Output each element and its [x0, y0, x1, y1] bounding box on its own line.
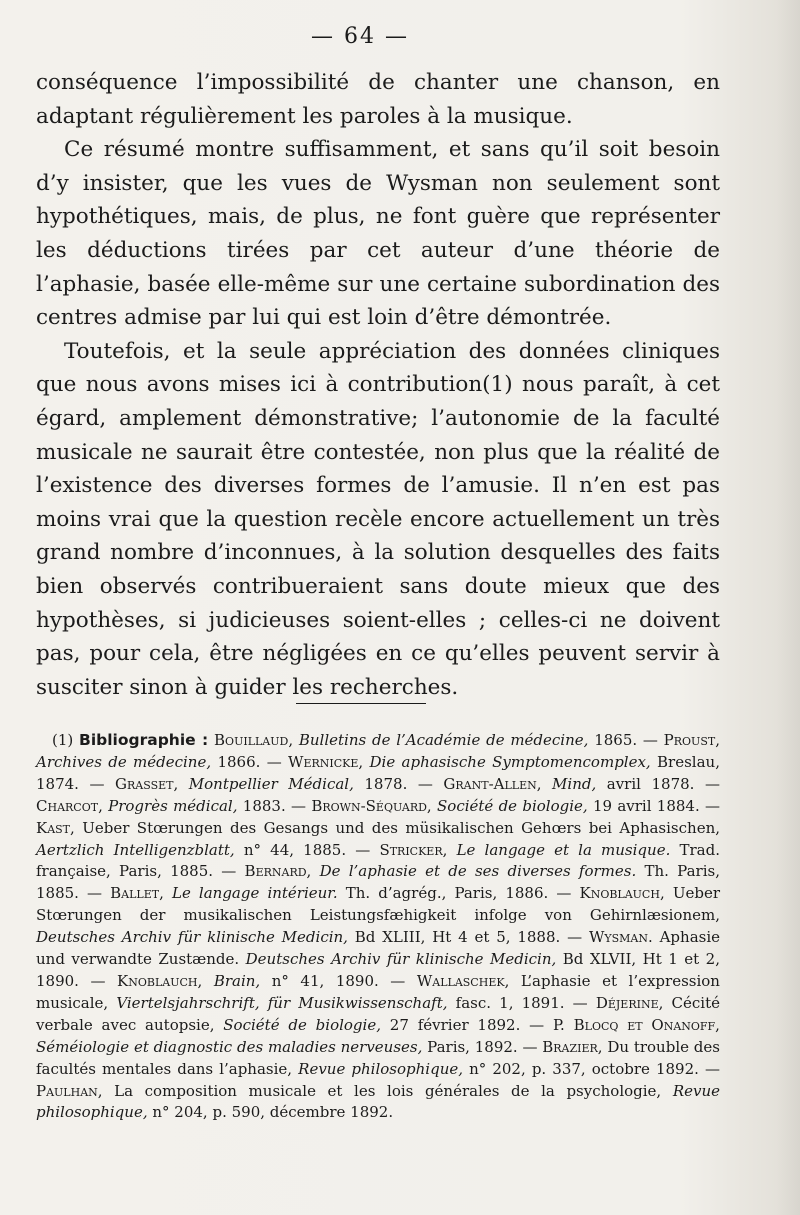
work-title: Revue philosophique, [298, 1059, 464, 1078]
footnote-heading: Bibliographie : [79, 731, 209, 749]
work-title: Viertelsjahrschrift, für Musikwissenschaft, [116, 993, 448, 1012]
footnote-separator [296, 703, 426, 704]
author-name: Wernicke, [288, 752, 364, 771]
work-title: Revue philosophique, [36, 1081, 720, 1122]
citation-detail: fasc. 1, 1891. — [455, 993, 588, 1012]
work-title: Société de biologie, [223, 1015, 381, 1034]
footnote-marker: (1) [52, 731, 74, 749]
author-name: Proust, [663, 731, 720, 749]
author-name: Déjerine, [595, 993, 664, 1012]
work-title: Progrès médical, [108, 796, 238, 815]
author-name: Paulhan, [36, 1081, 103, 1100]
citation-detail: avril 1878. — [606, 774, 720, 793]
author-name: Knoblauch, [579, 884, 665, 903]
citation-detail: 19 avril 1884. — [592, 796, 721, 815]
citation-detail: Th. Paris, 1885. — [36, 862, 720, 903]
citation-detail: 1878. — [364, 774, 433, 793]
citation-detail: n° 41, 1890. — [271, 971, 406, 990]
work-title: Du trouble des facultés mentales dans l’aphasie, [36, 1037, 720, 1078]
paragraph: Ce résumé montre suffisamment, et sans qu’il soit besoin d’y insister, que les vues de Wysman non seulement sont hypothétiques, mais, de plus, ne font guère que représenter les déductions tirées par cet auteur d’une théorie de l’aphasie, basée elle-même sur une certaine subordination des centres admise par lui qui est loin d’être démontrée. [36, 137, 720, 331]
author-name: Bouillaud, [214, 731, 294, 749]
author-name: Brazier, [542, 1037, 603, 1056]
citation-detail: Trad. française, Paris, 1885. — [36, 840, 720, 881]
citation-detail: Breslau, 1874. — [36, 752, 720, 793]
citation-detail: Bd XLIII, Ht 4 et 5, 1888. — [354, 928, 583, 947]
work-title: Mind, [552, 774, 597, 793]
author-name: Charcot, [36, 796, 103, 815]
work-title: L’aphasie et l’expression musicale, [36, 971, 720, 1012]
author-name: Stricker, [379, 840, 448, 859]
work-title: Archives de médecine, [36, 752, 212, 771]
work-title: Ueber Stœrungen des Gesangs und des müsikalischen Gehœrs bei Aphasischen, [82, 818, 720, 837]
work-title: Montpellier Médical, [188, 774, 354, 793]
paragraph: conséquence l’impossibilité de chanter une chanson, en adaptant régulièrement les paroles à la musique. [36, 70, 720, 129]
work-title: Brain, [213, 971, 261, 990]
author-name: P. Blocq et Onanoff, [553, 1015, 720, 1034]
footnote-bibliography [36, 730, 720, 1124]
citation-detail: Bd XLVII, Ht 1 et 2, 1890. — [36, 950, 720, 990]
citation-detail: Paris, 1892. — [427, 1037, 538, 1056]
main-text [36, 66, 720, 704]
author-name: Wallaschek, [416, 971, 510, 990]
work-title: Aertzlich Intelligenzblatt, [36, 840, 235, 859]
author-name: Kast, [36, 818, 75, 837]
author-name: Knoblauch, [117, 971, 203, 990]
citation-detail: n° 204, p. 590, décembre 1892. [152, 1103, 394, 1122]
author-name: Ballet, [110, 884, 164, 903]
work-title: Ueber Stœrungen der musikalischen Leistungsfæhigkeit infolge von Gehirnlæsionem, [36, 884, 720, 925]
work-title: De l’aphasie et de ses diverses formes. [319, 862, 637, 881]
work-title: Société de biologie, [437, 796, 588, 815]
citation-detail: 1866. — [217, 752, 282, 771]
author-name: Brown-Séquard, [311, 796, 432, 815]
citation-detail: 1883. — [242, 796, 307, 815]
author-name: Wysman. [588, 928, 653, 947]
citation-detail: Th. d’agrég., Paris, 1886. — [345, 884, 572, 903]
work-title: Bulletins de l’Académie de médecine, [298, 731, 589, 749]
author-name: Grant-Allen, [443, 774, 542, 793]
citation-detail: n° 202, p. 337, octobre 1892. — [469, 1059, 720, 1078]
work-title: La composition musicale et les lois générales de la psychologie, [114, 1081, 662, 1100]
work-title: Cécité verbale avec autopsie, [36, 993, 720, 1034]
work-title: Deutsches Archiv für klinische Medicin, [36, 928, 348, 947]
work-title: Le langage et la musique. [456, 840, 671, 859]
paragraph: Toutefois, et la seule appréciation des données cliniques que nous avons mises ici à contribution(1) nous paraît, à cet égard, amplement démonstrative; l’autonomie de la faculté musicale ne saurait être contestée, non plus que la réalité de l’existence des diverses formes de l’amusie. Il n’en est pas moins vrai que la question recèle encore actuellement un très grand nombre d’inconnues, à la solution desquelles des faits bien observés contribueraient sans doute mieux que des hypothèses, si judicieuses soient-elles ; celles-ci ne doivent pas, pour cela, être négligées en ce qu’elles peuvent servir à susciter sinon à guider les recherches. [36, 338, 720, 700]
work-title: Die aphasische Symptomencomplex, [369, 752, 651, 771]
work-title: Aphasie und verwandte Zustænde. [36, 928, 721, 969]
work-title: Le langage intérieur. [171, 884, 338, 903]
citation-detail: n° 44, 1885. — [243, 840, 371, 859]
author-name: Grasset, [115, 774, 179, 793]
citation-detail: 1865. — [594, 731, 658, 749]
work-title: Deutsches Archiv für klinische Medicin, [245, 950, 557, 969]
page-number: — 64 — [311, 24, 409, 49]
author-name: Bernard, [244, 862, 312, 881]
work-title: Séméiologie et diagnostic des maladies nerveuses, [36, 1037, 423, 1056]
citation-detail: 27 février 1892. — [389, 1015, 545, 1034]
